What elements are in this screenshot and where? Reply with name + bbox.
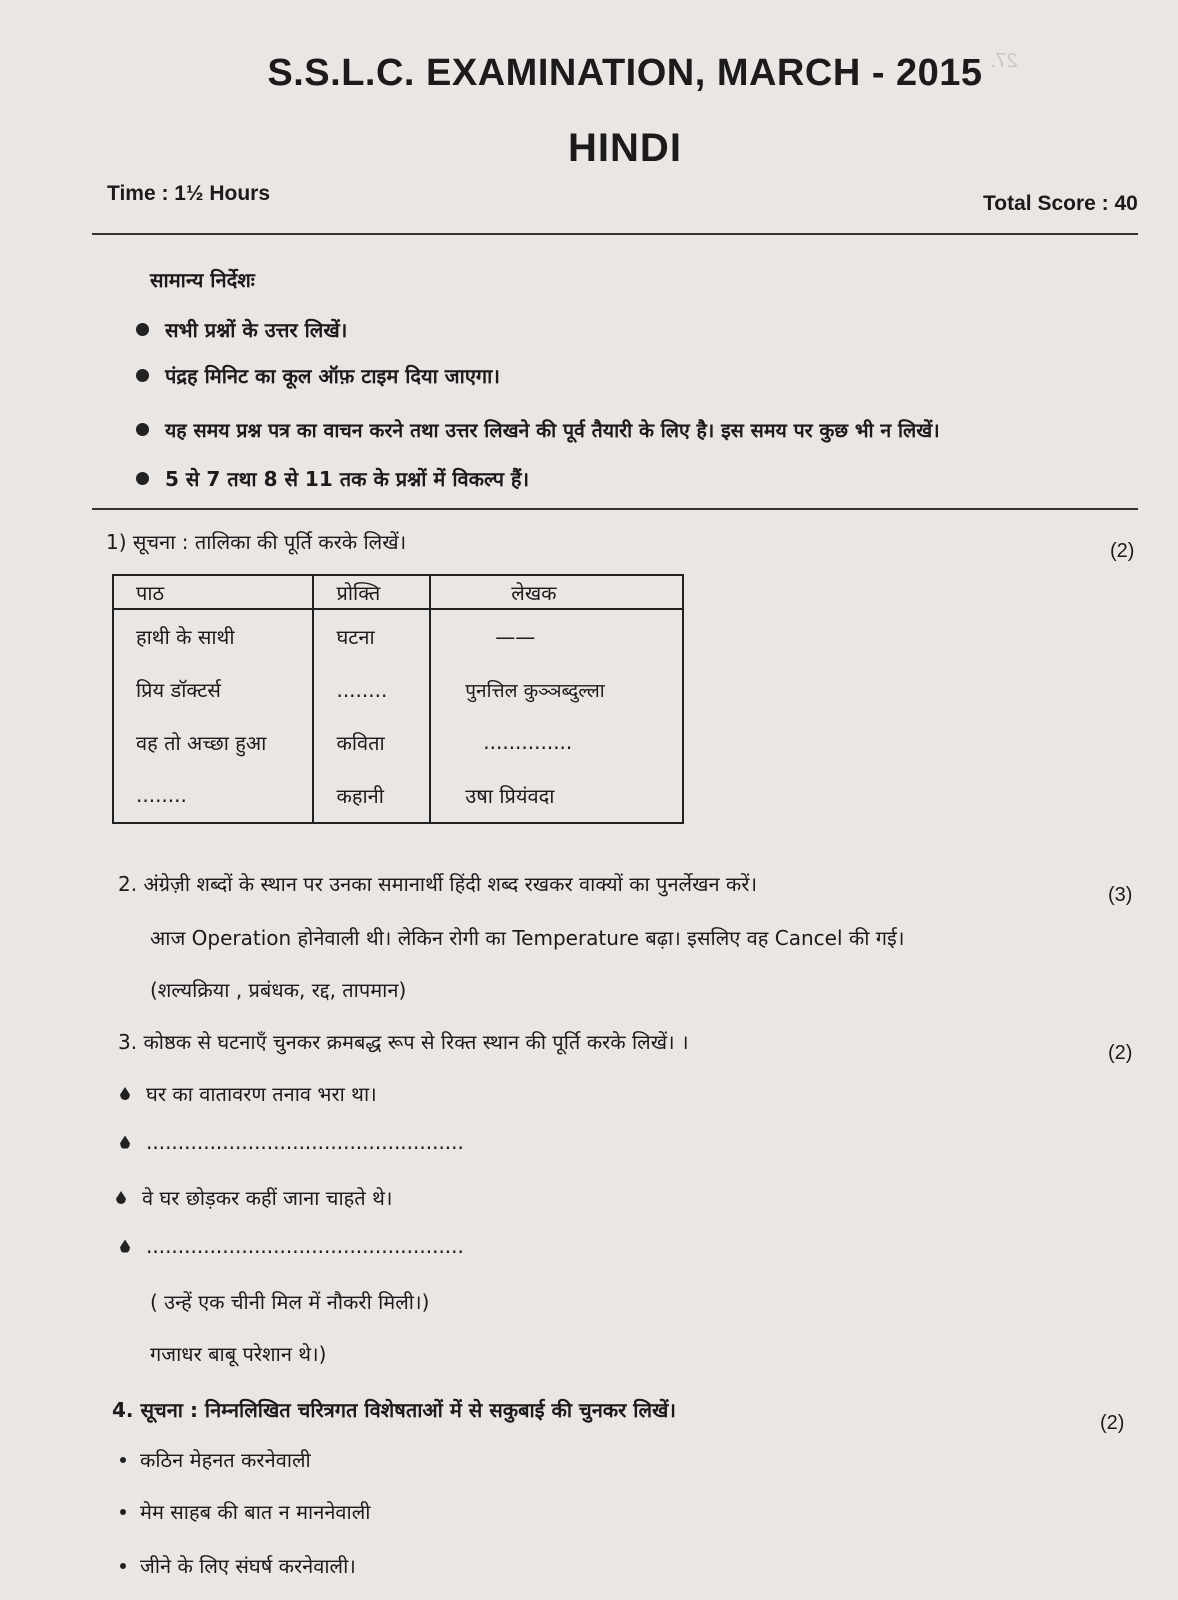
table-cell: कहानी [313,769,430,823]
q1-table [112,574,684,824]
q4-text: 4. सूचना : निम्नलिखित चरित्रगत विशेषताओं में से सकुबाई की चुनकर लिखें। [112,1398,676,1422]
q4-item: मेम साहब की बात न माननेवाली [120,1498,370,1525]
instruction-item: पंद्रह मिनिट का कूल ऑफ़ टाइम दिया जाएगा। [136,362,500,389]
bullet-icon [120,1509,126,1515]
q4-item: कठिन मेहनत करनेवाली [120,1446,311,1473]
table-cell: पुनत्तिल कुञ्ञब्दुल्ला [430,663,683,716]
q3-item: घर का वातावरण तनाव भरा था। [120,1080,377,1107]
bullet-icon [120,1563,126,1569]
bullet-icon [136,423,149,436]
table-header: लेखक [430,575,683,609]
table-cell: ........ [113,769,313,823]
q3-item-blank: .................................................. [120,1130,464,1154]
q2-sentence: आज Operation होनेवाली थी। लेकिन रोगी का Temperature बढ़ा। इसलिए वह Cancel की गई। [150,926,905,950]
q1-score: (2) [1110,540,1135,562]
table-header: प्रोक्ति [313,575,430,609]
table-cell: प्रिय डॉक्टर्स [113,663,313,716]
table-cell: ........ [313,663,430,716]
table-cell: हाथी के साथी [113,609,313,663]
q3-choice: गजाधर बाबू परेशान थे।) [150,1342,327,1366]
q4-item: जीने के लिए संघर्ष करनेवाली। [120,1552,356,1579]
q4-score: (2) [1100,1412,1125,1434]
q3-choice: ( उन्हें एक चीनी मिल में नौकरी मिली।) [150,1290,430,1314]
q3-score: (2) [1108,1042,1133,1064]
total-score-label: Total Score : 40 [983,192,1138,215]
instruction-item: सभी प्रश्नों के उत्तर लिखें। [136,316,347,343]
q1-text: 1) सूचना : तालिका की पूर्ति करके लिखें। [106,530,407,554]
table-cell: .............. [430,716,683,769]
bullet-icon [120,1240,130,1253]
instructions-heading: सामान्य निर्देशः [150,268,255,292]
exam-title: S.S.L.C. EXAMINATION, MARCH - 2015 [267,52,983,94]
bullet-icon [136,472,149,485]
show-through-text: 27. [990,50,1018,72]
table-cell: वह तो अच्छा हुआ [113,716,313,769]
bullet-icon [136,369,149,382]
subject-title: HINDI [568,126,682,170]
table-row [113,663,683,716]
instruction-item: 5 से 7 तथा 8 से 11 तक के प्रश्नों में विकल्प हैं। [136,465,529,492]
q3-item: वे घर छोड़कर कहीं जाना चाहते थे। [116,1184,392,1211]
q2-text: 2. अंग्रेज़ी शब्दों के स्थान पर उनका समानार्थी हिंदी शब्द रखकर वाक्यों का पुनर्लेखन करें। [118,872,758,896]
instructions-rule [92,508,1138,510]
table-row [113,716,683,769]
table-header: पाठ [113,575,313,609]
table-row [113,609,683,663]
bullet-icon [120,1136,130,1149]
bullet-icon [116,1191,126,1204]
bullet-icon [120,1087,130,1100]
table-cell: कविता [313,716,430,769]
table-cell: घटना [313,609,430,663]
bullet-icon [136,323,149,336]
q2-options: (शल्यक्रिया , प्रबंधक, रद्द, तापमान) [150,978,407,1002]
q2-score: (3) [1108,884,1133,906]
bullet-icon [120,1457,126,1463]
time-label: Time : 1½ Hours [107,182,270,205]
table-cell: उषा प्रियंवदा [430,769,683,823]
table-row [113,769,683,823]
q3-text: 3. कोष्ठक से घटनाएँ चुनकर क्रमबद्ध रूप से रिक्त स्थान की पूर्ति करके लिखें। । [118,1030,689,1054]
table-cell: —— [430,609,683,663]
instruction-item: यह समय प्रश्न पत्र का वाचन करने तथा उत्तर लिखने की पूर्व तैयारी के लिए है। इस समय पर कुछ भी न लिखें। [136,416,940,443]
q3-item-blank: .................................................. [120,1234,464,1258]
header-rule [92,233,1138,235]
